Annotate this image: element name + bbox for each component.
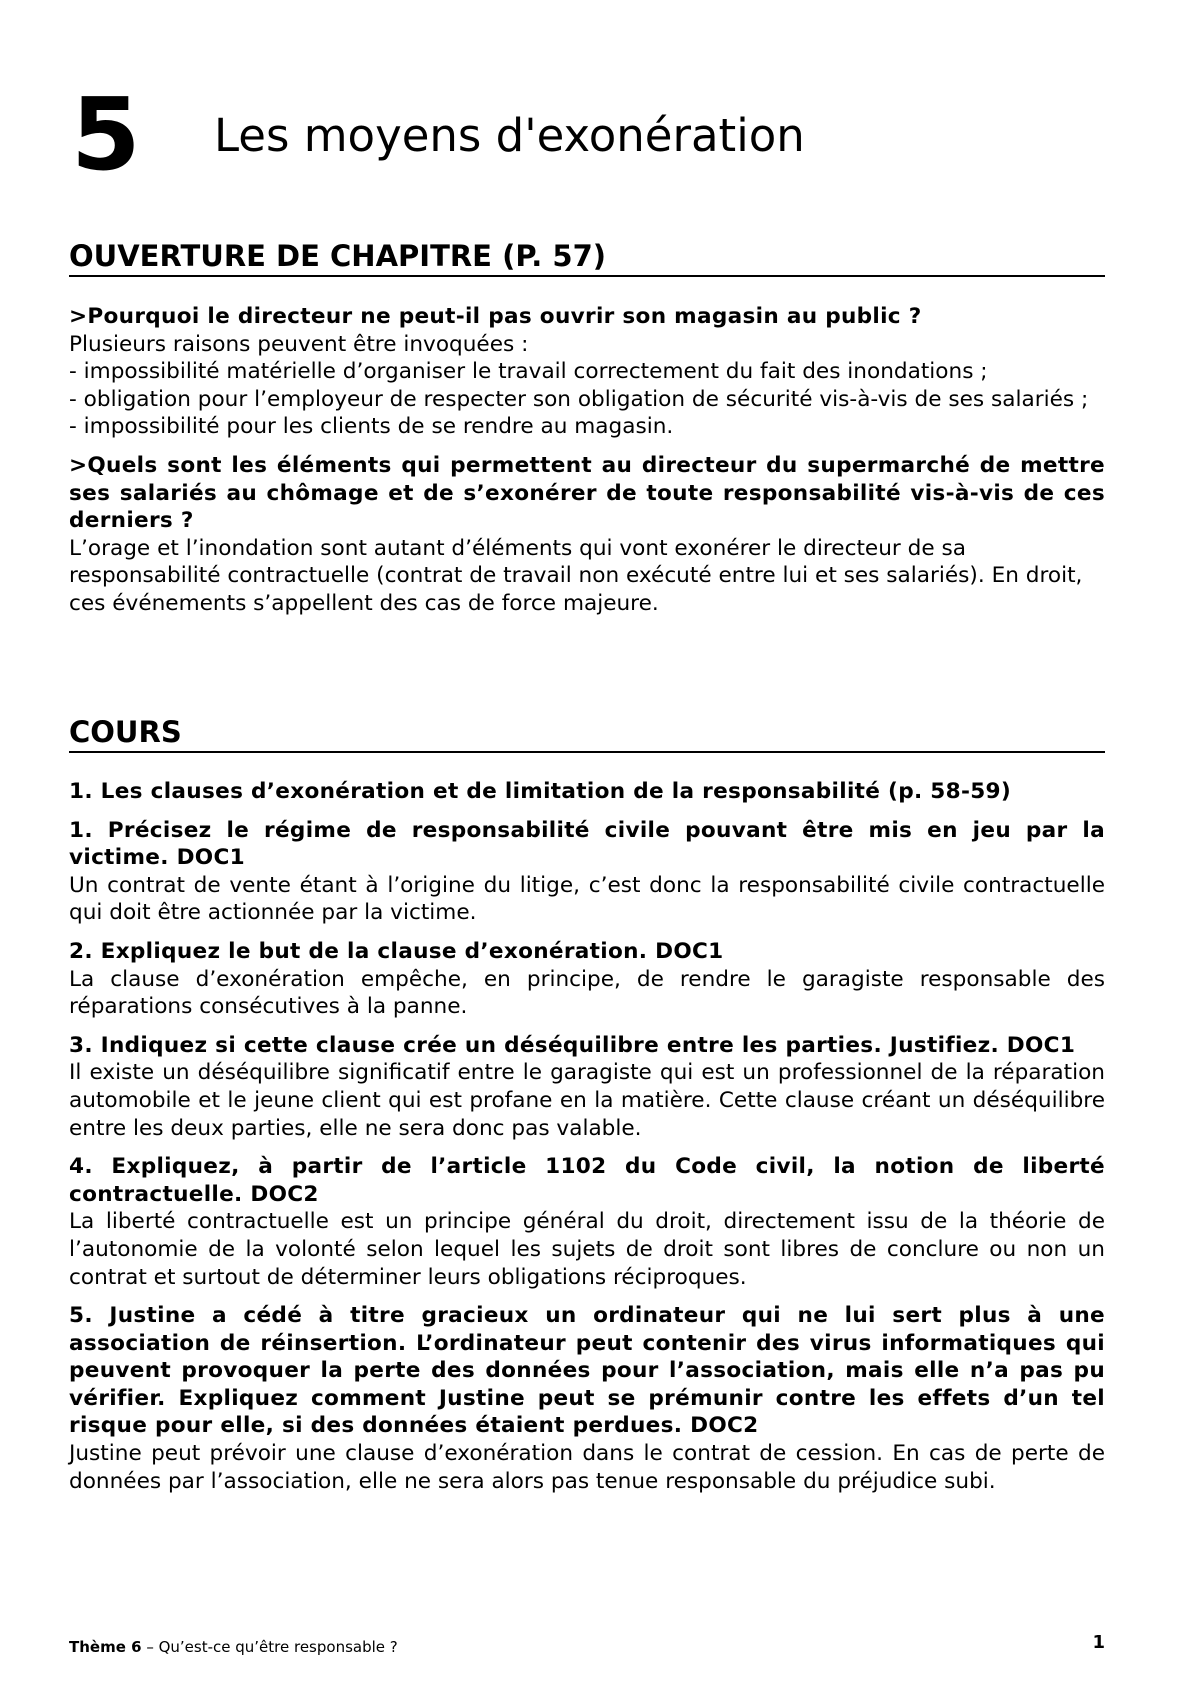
cours-question: 5. Justine a cédé à titre gracieux un ordinateur qui ne lui sert plus à une association de réinsertion. L’ordinateur peut contenir des virus informatiques qui peuvent provoquer la perte des données pour l’association, mais elle n’a pas pu vérifier. Expliquez comment Justine peut se prémunir contre les effets d’un tel risque pour elle, si des données étaient perdues. DOC2 — [69, 1303, 1105, 1439]
cours-answer: La clause d’exonération empêche, en principe, de rendre le garagiste responsable des réparations consécutives à la panne. — [69, 966, 1105, 1020]
chapter-header — [69, 76, 1105, 195]
question-1: >Pourquoi le directeur ne peut-il pas ouvrir son magasin au public ? — [69, 304, 922, 329]
chapter-title: Les moyens d'exonération — [214, 109, 805, 162]
cours-answer: Justine peut prévoir une clause d’exonération dans le contrat de cession. En cas de perte de données par l’association, elle ne sera alors pas tenue responsable du préjudice subi. — [69, 1441, 1105, 1494]
question-2: >Quels sont les éléments qui permettent au directeur du supermarché de mettre ses salariés au chômage et de s’exonérer de toute responsabilité vis-à-vis de ces derniers ? — [69, 452, 1105, 534]
answer-1-intro: Plusieurs raisons peuvent être invoquées : — [69, 331, 529, 357]
answer-1-item: - impossibilité pour les clients de se rendre au magasin. — [69, 414, 674, 440]
cours-question: 1. Précisez le régime de responsabilité civile pouvant être mis en jeu par la victime. DOC1 — [69, 817, 1105, 871]
cours-question: 3. Indiquez si cette clause crée un déséquilibre entre les parties. Justifiez. DOC1 — [69, 1032, 1076, 1058]
answer-1-item: - impossibilité matérielle d’organiser le travail correctement du fait des inondations ; — [69, 359, 988, 385]
answer-2: L’orage et l’inondation sont autant d’éléments qui vont exonérer le directeur de sa responsabilité contractuelle (contrat de travail non exécuté entre lui et ses salariés). En droit, ces événements s’appellent des cas de force majeure. — [69, 535, 1083, 616]
section-cours-body — [69, 778, 1105, 1495]
cours-answer: La liberté contractuelle est un principe général du droit, directement issu de la théorie de l’autonomie de la volonté selon lequel les sujets de droit sont libres de conclure ou non un contrat et surtout de déterminer leurs obligations réciproques. — [69, 1209, 1105, 1290]
section-title-cours: COURS — [69, 715, 1105, 753]
cours-answer: Un contrat de vente étant à l’origine du litige, c’est donc la responsabilité civile contractuelle qui doit être actionnée par la victime. — [69, 872, 1105, 926]
answer-1-item: - obligation pour l’employeur de respecter son obligation de sécurité vis-à-vis de ses salariés ; — [69, 386, 1089, 412]
cours-subtitle: 1. Les clauses d’exonération et de limitation de la responsabilité (p. 58-59) — [69, 779, 1012, 804]
page-number: 1 — [1092, 1632, 1105, 1653]
cours-question: 2. Expliquez le but de la clause d’exonération. DOC1 — [69, 938, 724, 964]
cours-question: 4. Expliquez, à partir de l’article 1102 du Code civil, la notion de liberté contractuelle. DOC2 — [69, 1154, 1105, 1207]
chapter-number: 5 — [71, 76, 141, 193]
footer-theme-line — [69, 1637, 398, 1657]
cours-answer: Il existe un déséquilibre significatif entre le garagiste qui est un professionnel de la réparation automobile et le jeune client qui est profane en la matière. Cette clause créant un déséquilibre entre les deux parties, elle ne sera donc pas valable. — [69, 1060, 1105, 1141]
footer-subtitle: – Qu’est-ce qu’être responsable ? — [141, 1638, 398, 1656]
section-title-ouverture: OUVERTURE DE CHAPITRE (P. 57) — [69, 239, 1105, 277]
section-ouverture-body — [69, 303, 1105, 618]
footer-theme: Thème 6 — [69, 1638, 142, 1656]
